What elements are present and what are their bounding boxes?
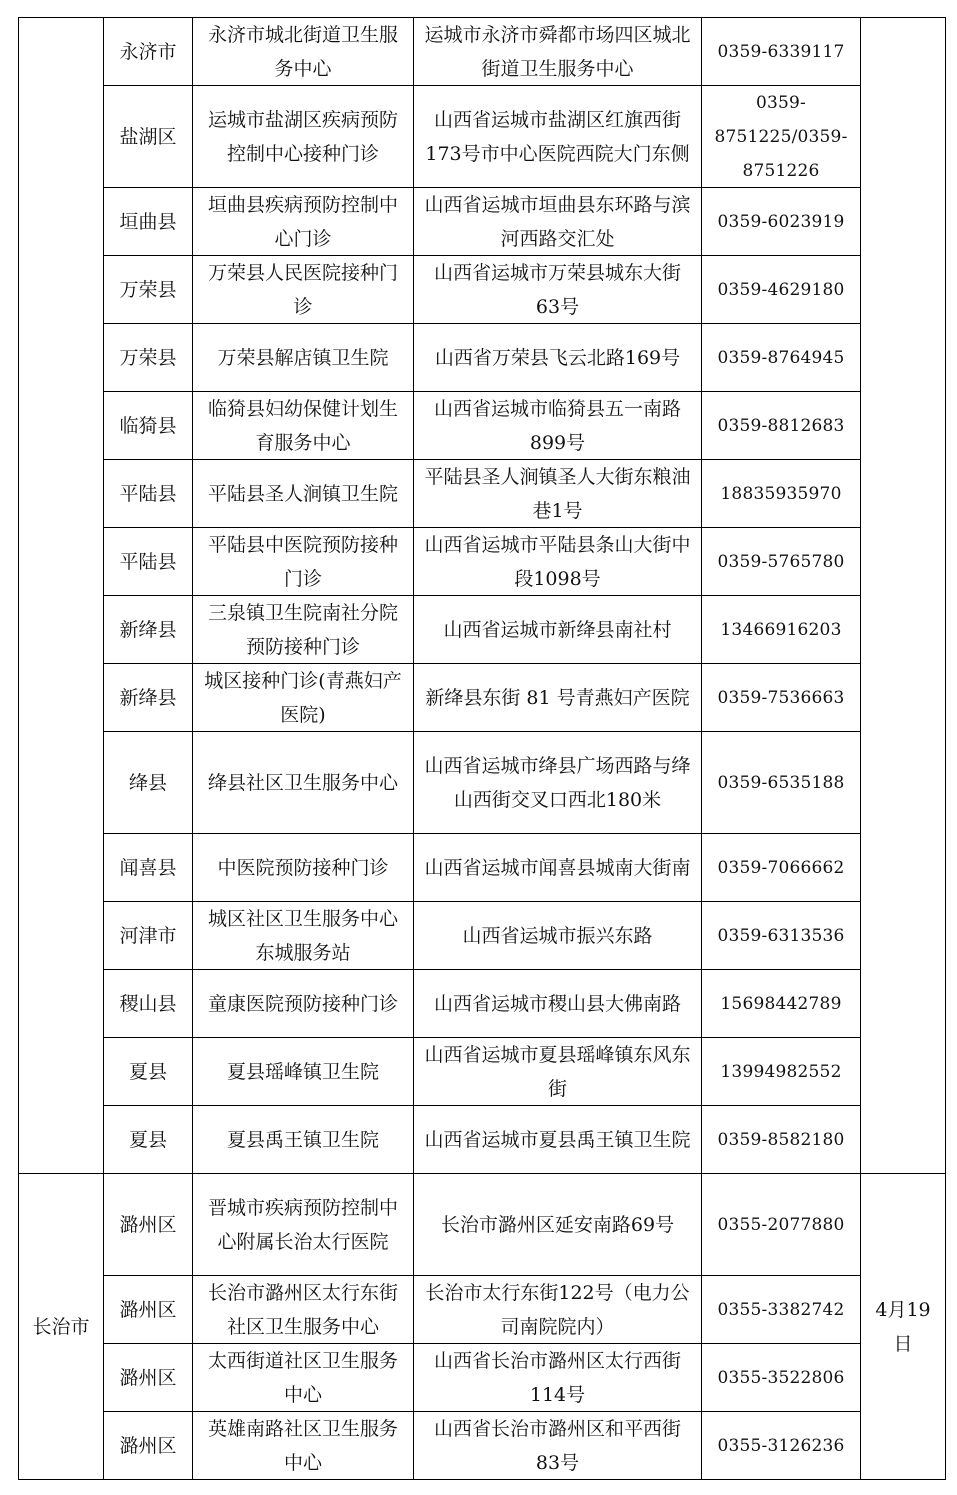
phone-cell — [701, 187, 861, 256]
district-cell-text: 新绛县 — [119, 686, 177, 709]
site-cell-text: 平陆县中医院预防接种门诊 — [207, 533, 398, 590]
district-cell — [103, 731, 193, 834]
district-cell-text: 夏县 — [128, 1060, 167, 1083]
district-cell-text: 永济市 — [119, 40, 177, 63]
phone-cell — [701, 731, 861, 834]
phone-cell-text: 0359-8751225/0359-8751226 — [714, 92, 848, 181]
phone-cell — [701, 459, 861, 528]
district-cell — [103, 323, 193, 392]
site-cell — [192, 969, 414, 1038]
district-cell — [103, 1105, 193, 1174]
site-cell-text: 城区社区卫生服务中心东城服务站 — [207, 907, 398, 964]
site-cell — [192, 833, 414, 902]
site-cell-text: 夏县禹王镇卫生院 — [226, 1128, 379, 1151]
phone-cell — [701, 1275, 861, 1344]
phone-cell-text: 15698442789 — [720, 993, 842, 1014]
district-cell — [103, 969, 193, 1038]
site-cell-text: 晋城市疾病预防控制中心附属长治太行医院 — [207, 1196, 398, 1253]
date-cell-text: 4月19日 — [875, 1298, 931, 1355]
phone-cell-text: 0359-6535188 — [717, 772, 845, 793]
address-cell — [413, 255, 702, 324]
address-cell-text: 山西省长治市潞州区太行西街114号 — [433, 1349, 681, 1406]
address-cell-text: 山西省运城市振兴东路 — [462, 924, 653, 947]
address-cell-text: 山西省运城市闻喜县城南大街南 — [424, 856, 691, 879]
phone-cell-text: 0359-8582180 — [717, 1129, 845, 1150]
site-cell — [192, 731, 414, 834]
district-cell-text: 临猗县 — [119, 414, 177, 437]
address-cell — [413, 1275, 702, 1344]
district-cell — [103, 1411, 193, 1480]
phone-cell — [701, 17, 861, 86]
district-cell-text: 河津市 — [119, 924, 177, 947]
address-cell — [413, 17, 702, 86]
address-cell-text: 山西省运城市盐湖区红旗西街173号市中心医院西院大门东侧 — [425, 108, 690, 165]
address-cell — [413, 391, 702, 460]
site-cell-text: 城区接种门诊(青燕妇产医院) — [204, 669, 402, 726]
site-cell — [192, 1105, 414, 1174]
phone-cell-text: 0359-7536663 — [717, 687, 845, 708]
district-cell — [103, 391, 193, 460]
site-cell — [192, 901, 414, 970]
site-cell-text: 太西街道社区卫生服务中心 — [207, 1349, 398, 1406]
district-cell — [103, 663, 193, 732]
district-cell — [103, 901, 193, 970]
phone-cell-text: 0359-8764945 — [717, 347, 845, 368]
district-cell-text: 潞州区 — [119, 1213, 177, 1236]
phone-cell-text: 13994982552 — [720, 1061, 842, 1082]
district-cell-text: 绛县 — [128, 771, 167, 794]
phone-cell-text: 0359-8812683 — [717, 415, 845, 436]
phone-cell-text: 0359-7066662 — [717, 857, 845, 878]
address-cell-text: 长治市太行东街122号（电力公司南院院内） — [425, 1281, 690, 1338]
phone-cell-text: 0359-6313536 — [717, 925, 845, 946]
address-cell — [413, 833, 702, 902]
phone-cell-text: 0359-5765780 — [717, 551, 845, 572]
site-cell — [192, 255, 414, 324]
site-cell — [192, 1411, 414, 1480]
site-cell — [192, 1343, 414, 1412]
address-cell — [413, 1411, 702, 1480]
phone-cell-text: 0355-3522806 — [717, 1367, 845, 1388]
address-cell — [413, 187, 702, 256]
district-cell — [103, 1343, 193, 1412]
address-cell-text: 山西省运城市夏县禹王镇卫生院 — [424, 1128, 691, 1151]
site-cell — [192, 527, 414, 596]
city-cell — [18, 1173, 104, 1480]
address-cell — [413, 527, 702, 596]
district-cell — [103, 17, 193, 86]
site-cell-text: 永济市城北街道卫生服务中心 — [207, 23, 398, 80]
site-cell-text: 童康医院预防接种门诊 — [207, 992, 398, 1015]
address-cell — [413, 85, 702, 188]
address-cell — [413, 663, 702, 732]
address-cell — [413, 459, 702, 528]
district-cell-text: 万荣县 — [119, 346, 177, 369]
site-cell — [192, 595, 414, 664]
phone-cell — [701, 663, 861, 732]
district-cell-text: 平陆县 — [119, 482, 177, 505]
district-cell-text: 平陆县 — [119, 550, 177, 573]
district-cell — [103, 255, 193, 324]
date-cell — [860, 17, 946, 1174]
city-cell-text: 长治市 — [32, 1315, 90, 1338]
district-cell-text: 盐湖区 — [119, 125, 177, 148]
phone-cell-text: 0359-4629180 — [717, 279, 845, 300]
district-cell — [103, 459, 193, 528]
site-cell-text: 夏县瑶峰镇卫生院 — [226, 1060, 379, 1083]
site-cell-text: 中医院预防接种门诊 — [217, 856, 389, 879]
site-cell-text: 运城市盐湖区疾病预防控制中心接种门诊 — [207, 108, 398, 165]
district-cell — [103, 187, 193, 256]
address-cell-text: 山西省万荣县飞云北路169号 — [434, 346, 681, 369]
phone-cell — [701, 833, 861, 902]
district-cell — [103, 1275, 193, 1344]
phone-cell — [701, 1411, 861, 1480]
address-cell-text: 长治市潞州区延安南路69号 — [440, 1213, 675, 1236]
address-cell — [413, 969, 702, 1038]
site-cell-text: 长治市潞州区太行东街社区卫生服务中心 — [207, 1281, 398, 1338]
phone-cell — [701, 255, 861, 324]
site-cell — [192, 391, 414, 460]
phone-cell — [701, 969, 861, 1038]
site-cell-text: 平陆县圣人涧镇卫生院 — [207, 482, 398, 505]
address-cell-text: 山西省运城市新绛县南社村 — [443, 618, 672, 641]
district-cell-text: 万荣县 — [119, 278, 177, 301]
vaccination-site-table — [18, 17, 945, 1480]
address-cell-text: 山西省运城市绛县广场西路与绛山西街交叉口西北180米 — [424, 754, 691, 811]
address-cell-text: 新绛县东街 81 号青燕妇产医院 — [425, 686, 690, 709]
site-cell — [192, 85, 414, 188]
address-cell — [413, 1105, 702, 1174]
address-cell-text: 山西省长治市潞州区和平西街83号 — [433, 1417, 681, 1474]
phone-cell-text: 0359-6339117 — [717, 41, 845, 62]
district-cell-text: 潞州区 — [119, 1366, 177, 1389]
district-cell — [103, 1173, 193, 1276]
address-cell — [413, 595, 702, 664]
phone-cell — [701, 1343, 861, 1412]
district-cell — [103, 85, 193, 188]
site-cell — [192, 663, 414, 732]
date-cell — [860, 1173, 946, 1480]
phone-cell — [701, 391, 861, 460]
phone-cell — [701, 85, 861, 188]
phone-cell-text: 18835935970 — [720, 483, 842, 504]
district-cell-text: 夏县 — [128, 1128, 167, 1151]
address-cell-text: 山西省运城市万荣县城东大街63号 — [433, 261, 681, 318]
phone-cell-text: 0355-3382742 — [717, 1299, 845, 1320]
phone-cell — [701, 1173, 861, 1276]
site-cell — [192, 459, 414, 528]
district-cell — [103, 527, 193, 596]
site-cell — [192, 17, 414, 86]
phone-cell-text: 13466916203 — [720, 619, 842, 640]
district-cell-text: 闻喜县 — [119, 856, 177, 879]
address-cell — [413, 1037, 702, 1106]
site-cell — [192, 1037, 414, 1106]
address-cell-text: 山西省运城市稷山县大佛南路 — [433, 992, 681, 1015]
address-cell — [413, 731, 702, 834]
address-cell — [413, 323, 702, 392]
site-cell — [192, 323, 414, 392]
phone-cell — [701, 1037, 861, 1106]
district-cell-text: 潞州区 — [119, 1434, 177, 1457]
address-cell-text: 运城市永济市舜都市场四区城北街道卫生服务中心 — [424, 23, 691, 80]
address-cell-text: 山西省运城市临猗县五一南路899号 — [433, 397, 681, 454]
phone-cell — [701, 527, 861, 596]
site-cell-text: 临猗县妇幼保健计划生育服务中心 — [207, 397, 398, 454]
district-cell-text: 潞州区 — [119, 1298, 177, 1321]
site-cell-text: 万荣县人民医院接种门诊 — [207, 261, 398, 318]
city-cell — [18, 17, 104, 1174]
address-cell-text: 山西省运城市垣曲县东环路与滨河西路交汇处 — [424, 193, 691, 250]
address-cell-text: 山西省运城市夏县瑶峰镇东风东街 — [424, 1043, 691, 1100]
district-cell — [103, 595, 193, 664]
site-cell — [192, 1275, 414, 1344]
district-cell — [103, 833, 193, 902]
address-cell-text: 平陆县圣人涧镇圣人大街东粮油巷1号 — [424, 465, 691, 522]
district-cell — [103, 1037, 193, 1106]
site-cell-text: 绛县社区卫生服务中心 — [207, 771, 398, 794]
phone-cell — [701, 595, 861, 664]
phone-cell-text: 0359-6023919 — [717, 211, 845, 232]
phone-cell — [701, 901, 861, 970]
address-cell — [413, 1343, 702, 1412]
district-cell-text: 新绛县 — [119, 618, 177, 641]
site-cell — [192, 1173, 414, 1276]
phone-cell-text: 0355-2077880 — [717, 1214, 845, 1235]
address-cell — [413, 901, 702, 970]
district-cell-text: 稷山县 — [119, 992, 177, 1015]
phone-cell — [701, 1105, 861, 1174]
address-cell-text: 山西省运城市平陆县条山大街中段1098号 — [424, 533, 691, 590]
site-cell-text: 垣曲县疾病预防控制中心门诊 — [207, 193, 398, 250]
site-cell-text: 万荣县解店镇卫生院 — [217, 346, 389, 369]
address-cell — [413, 1173, 702, 1276]
site-cell-text: 三泉镇卫生院南社分院预防接种门诊 — [207, 601, 398, 658]
district-cell-text: 垣曲县 — [119, 210, 177, 233]
site-cell — [192, 187, 414, 256]
phone-cell — [701, 323, 861, 392]
site-cell-text: 英雄南路社区卫生服务中心 — [207, 1417, 398, 1474]
phone-cell-text: 0355-3126236 — [717, 1435, 845, 1456]
